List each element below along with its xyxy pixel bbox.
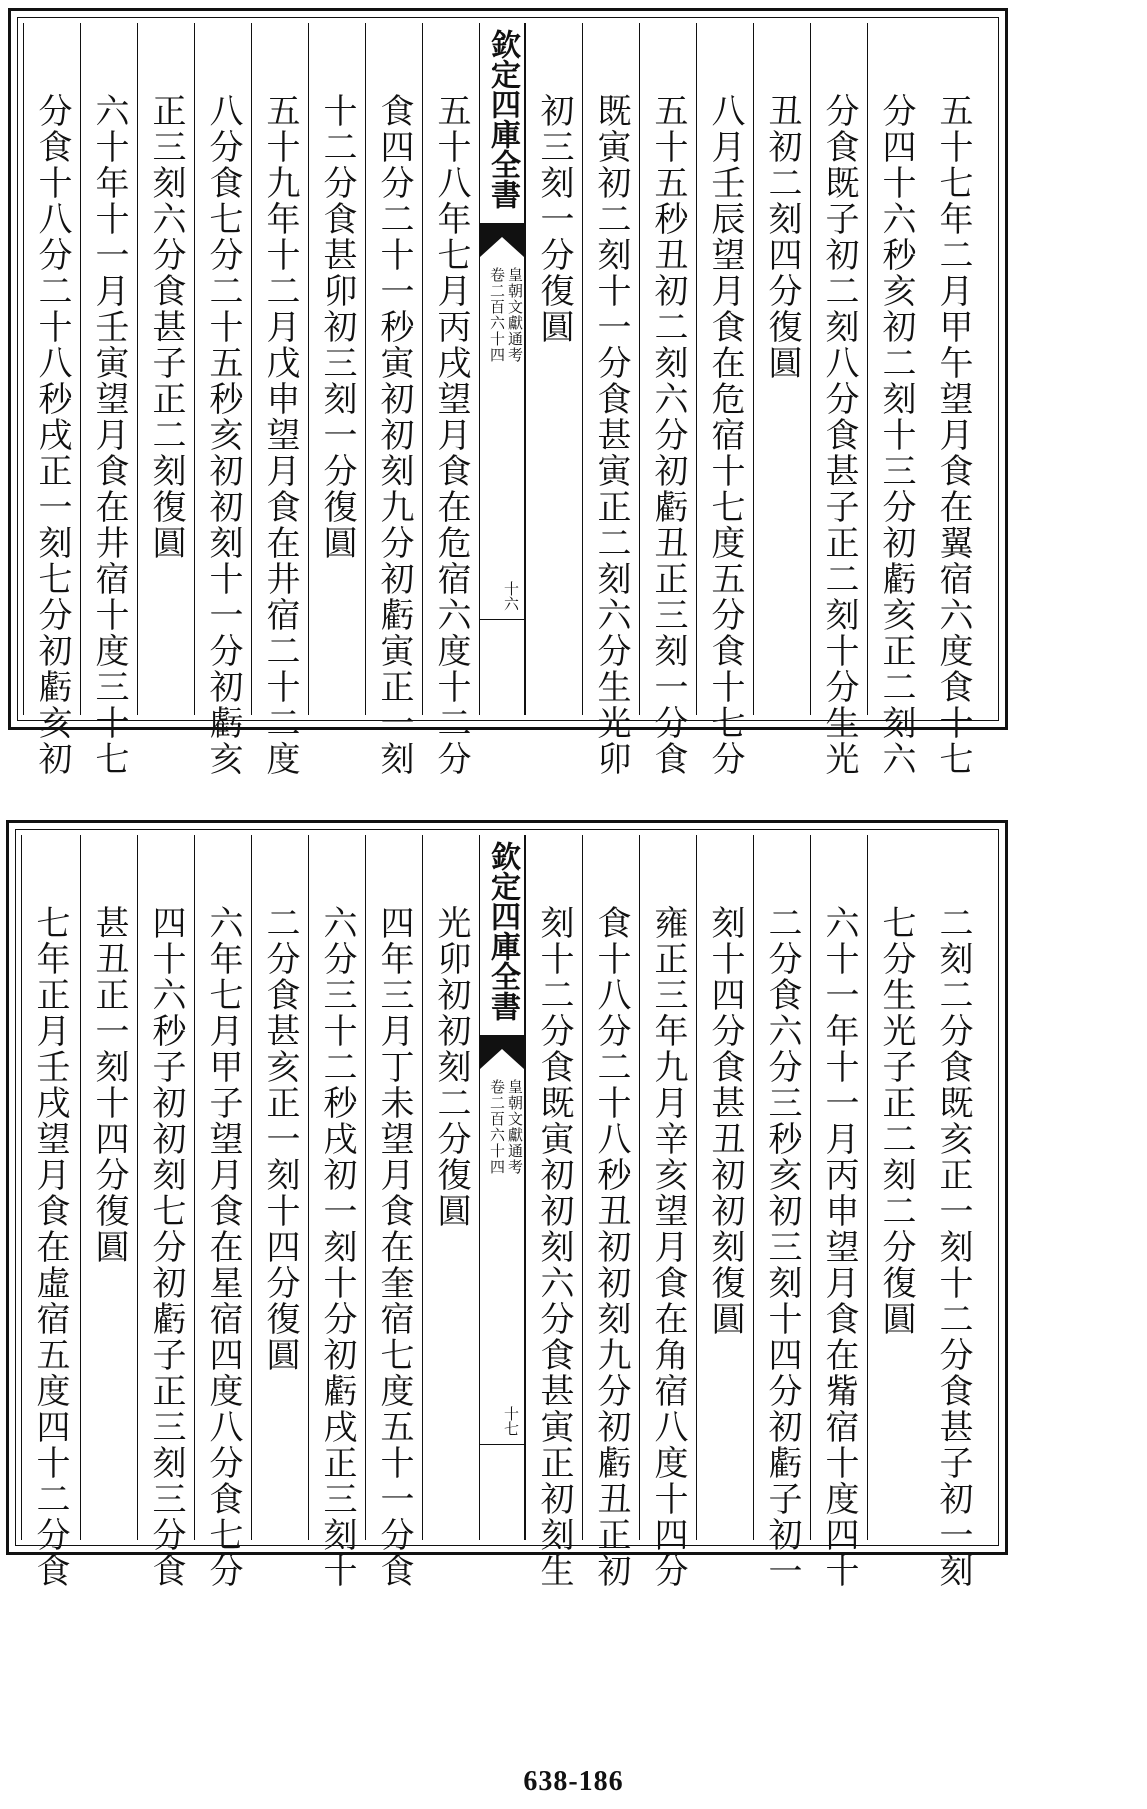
column-text: 二刻二分食既亥正一刻十二分食甚子初一刻 [933,905,973,1589]
text-column [753,23,810,715]
column-text: 初三刻一分復圓 [534,93,574,345]
fold-bottom-rule [480,1444,524,1445]
column-text: 七年正月壬戌望月食在虛宿五度四十二分食 [30,905,70,1589]
fold-subtitle-volume: 卷二百六十四 [488,1079,506,1175]
column-text: 六分三十二秒戌初一刻十分初虧戌正三刻十 [317,905,357,1589]
column-text: 分食既子初二刻八分食甚子正二刻十分生光 [819,93,859,777]
text-column [867,835,924,1540]
fold-page-number: 十七 [502,1406,520,1436]
center-fold [479,23,525,715]
column-text: 四十六秒子初初刻七分初虧子正三刻三分食 [146,905,186,1589]
text-column [696,23,753,777]
text-column [753,835,810,1589]
column-text: 二分食六分三秒亥初三刻十四分初虧子初一 [762,905,802,1589]
column-text: 十二分食甚卯初三刻一分復圓 [317,93,357,561]
fold-bottom-rule [480,619,524,620]
column-text: 六年七月甲子望月食在星宿四度八分食七分 [203,905,243,1589]
bottom-page [6,820,1008,1589]
column-text: 刻十二分食既寅初初刻六分食甚寅正初刻生 [534,905,574,1589]
text-column [810,835,867,1589]
fish-tail-ornament [480,223,524,257]
fold-subtitle [480,267,524,363]
text-column [308,835,365,1589]
column-text: 甚丑正一刻十四分復圓 [89,905,129,1265]
top-page [8,8,1008,777]
text-column [365,23,422,777]
text-column [525,23,582,715]
column-text: 四年三月丁未望月食在奎宿七度五十一分食 [374,905,414,1589]
fish-tail-ornament [480,1035,524,1069]
column-text: 雍正三年九月辛亥望月食在角宿八度十四分 [648,905,688,1589]
column-text: 既寅初二刻十一分食甚寅正二刻六分生光卯 [591,93,631,777]
fold-title: 欽定四庫全書 [485,29,520,209]
column-text: 正三刻六分食甚子正二刻復圓 [146,93,186,561]
text-column [582,23,639,777]
column-text: 五十八年七月丙戌望月食在危宿六度十二分 [431,93,471,777]
text-column [23,23,80,777]
fold-subtitle-book: 皇朝文獻通考 [506,267,524,363]
column-text: 八月壬辰望月食在危宿十七度五分食十七分 [705,93,745,777]
scan-page-number: 638-186 [523,1766,624,1797]
center-fold [479,835,525,1540]
text-column [525,835,582,1589]
text-column [867,23,924,777]
text-column [582,835,639,1589]
column-text: 五十五秒丑初二刻六分初虧丑正三刻一分食 [648,93,688,777]
text-column [422,835,479,1540]
text-column [365,835,422,1589]
text-column [924,835,981,1589]
column-text: 丑初二刻四分復圓 [762,93,802,381]
text-column [810,23,867,777]
text-column [194,835,251,1589]
text-column [308,23,365,715]
text-column [696,835,753,1540]
fold-subtitle [480,1079,524,1175]
text-column [251,23,308,777]
fold-subtitle-volume: 卷二百六十四 [488,267,506,363]
column-text: 光卯初初刻二分復圓 [431,905,471,1229]
column-text: 刻十四分食甚丑初初刻復圓 [705,905,745,1337]
fold-title: 欽定四庫全書 [485,841,520,1021]
column-text: 六十年十一月壬寅望月食在井宿十度三十七 [89,93,129,777]
column-text: 分四十六秒亥初二刻十三分初虧亥正二刻六 [876,93,916,777]
text-column [251,835,308,1540]
text-column [80,835,137,1540]
column-text: 七分生光子正二刻二分復圓 [876,905,916,1337]
text-column [924,23,981,777]
text-column [80,23,137,777]
fold-page-number: 十六 [502,581,520,611]
column-text: 五十九年十二月戊申望月食在井宿二十二度 [260,93,300,777]
column-text: 二分食甚亥正一刻十四分復圓 [260,905,300,1373]
column-text: 食十八分二十八秒丑初初刻九分初虧丑正初 [591,905,631,1589]
text-column [194,23,251,777]
column-text: 八分食七分二十五秒亥初初刻十一分初虧亥 [203,93,243,777]
text-column [422,23,479,777]
text-column [137,23,194,715]
text-column [21,835,78,1589]
column-text: 分食十八分二十八秒戌正一刻七分初虧亥初 [32,93,72,777]
column-text: 食四分二十一秒寅初初刻九分初虧寅正一刻 [374,93,414,777]
text-column [639,23,696,777]
text-column [639,835,696,1589]
text-column [137,835,194,1589]
column-text: 五十七年二月甲午望月食在翼宿六度食十七 [933,93,973,777]
fold-subtitle-book: 皇朝文獻通考 [506,1079,524,1175]
column-text: 六十一年十一月丙申望月食在觜宿十度四十 [819,905,859,1589]
